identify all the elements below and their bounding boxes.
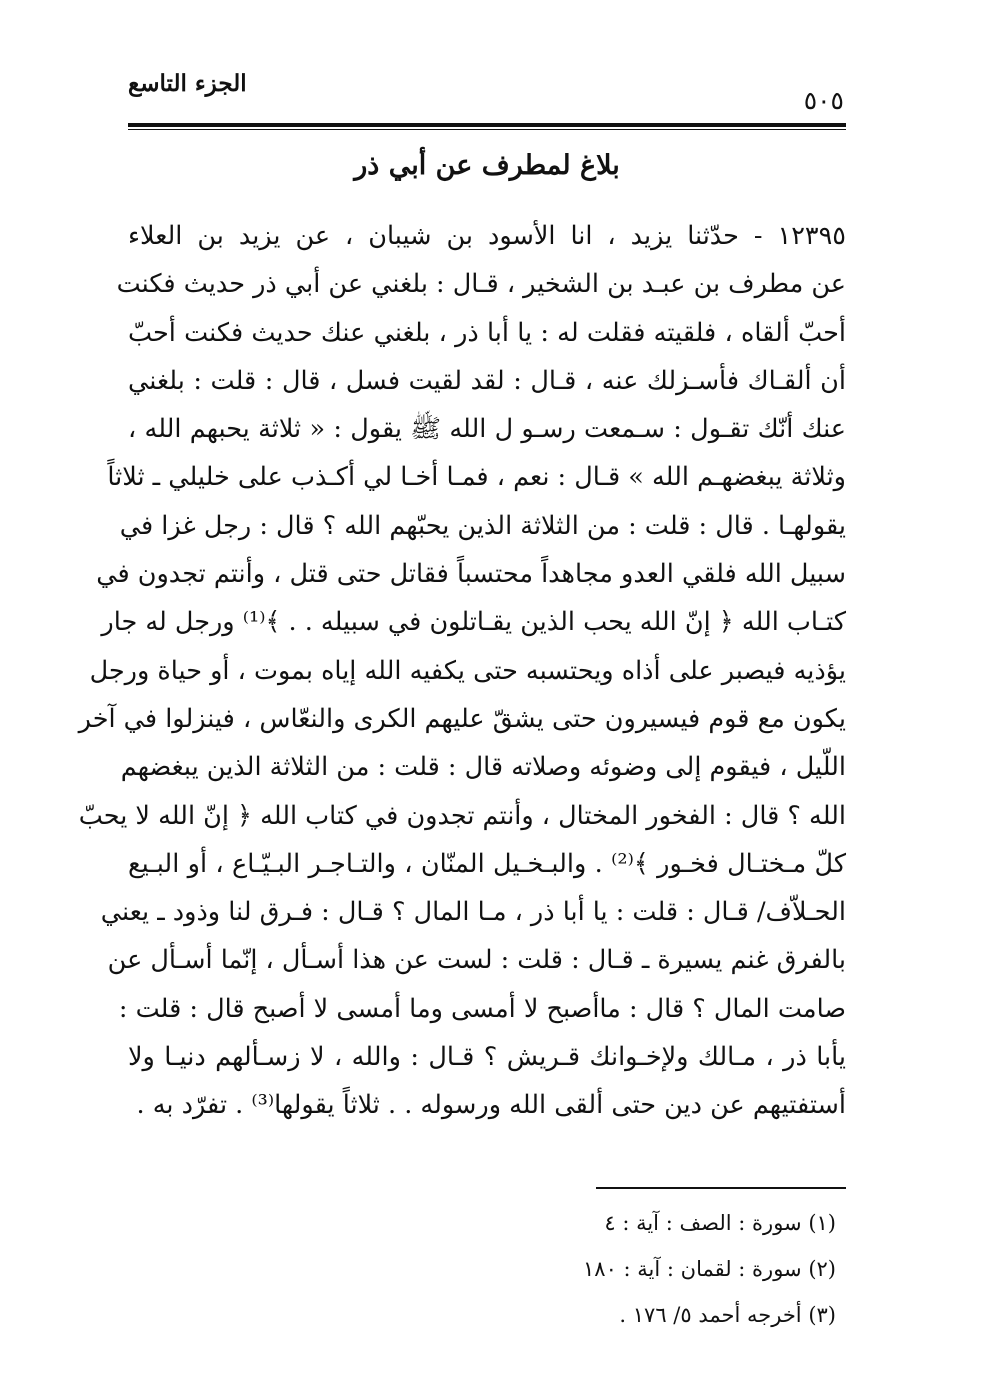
footnotes: [128, 1200, 846, 1338]
body-line: صامت المال ؟ قال : ماأصبح لا أمسى وما أمسى لا أصبح قال : قلت :: [118, 993, 846, 1024]
body-line: يكون مع قوم فيسيرون حتى يشقّ عليهم الكرى والنعّاس ، فينزلوا في آخر: [78, 703, 846, 734]
body-line: وثلاثة يبغضهـم الله » قـال : نعم ، فمـا أخـا لي أكـذب على خليلي ـ ثلاثاً: [107, 462, 846, 493]
body-line: يقولهـا . قال : قلت : من الثلاثة الذين يحبّهم الله ؟ قال : رجل غزا في: [119, 510, 846, 541]
body-text: [78, 212, 846, 1130]
body-line: بالفرق غنم يسيرة ـ قـال : قلت : لست عن هذا أسـأل ، إنّما أسـأل عن: [107, 945, 846, 976]
footnote: (١) سورة : الصف : آية : ٤: [604, 1211, 836, 1235]
footnote: (٣) أخرجه أحمد ٥/ ١٧٦ .: [619, 1303, 836, 1327]
body-line: أستفتيهم عن دين حتى ألقى الله ورسوله . . ثلاثاً يقولها⁽³⁾ . تفرّد به .: [136, 1090, 846, 1121]
body-line: أن ألقـاك فأسـزلك عنه ، قـال : لقد لقيت فسل ، قال : قلت : بلغني: [128, 365, 846, 396]
body-line: عنك أنّك تقـول : سـمعت رسـو ل الله ﷺ يقول : « ثلاثة يحبهم الله ،: [128, 414, 846, 445]
body-line: كتـاب الله ﴿ إنّ الله يحب الذين يقـاتلون في سبيله . . ﴾⁽¹⁾ ورجل له جار: [101, 607, 846, 638]
body-line: عن مطرف بن عبـد بن الشخير ، قـال : بلغني عن أبي ذر حديث فكنت: [116, 269, 846, 300]
page-number: ٥٠٥: [803, 86, 844, 115]
body-line: سبيل الله فلقي العدو مجاهداً محتسباً فقاتل حتى قتل ، وأنتم تجدون في: [96, 559, 846, 590]
running-title: الجزء التاسع: [128, 70, 247, 97]
header-rule-thin: [128, 129, 846, 130]
body-line: اللّيل ، فيقوم إلى وضوئه وصلاته قال : قلت : من الثلاثة الذين يبغضهم: [120, 752, 846, 783]
body-line: الحـلاّف/ قـال : قلت : يا أبا ذر ، مـا المال ؟ قـال : فـرق لنا وذود ـ يعني: [100, 897, 846, 928]
header-rule: [128, 123, 846, 127]
running-header: [128, 66, 846, 122]
body-line: يؤذيه فيصبر على أذاه ويحتسبه حتى يكفيه الله إياه بموت ، أو حياة ورجل: [89, 655, 846, 686]
body-line: ١٢٣٩٥ - حدّثنا يزيد ، انا الأسود بن شيبان ، عن يزيد بن العلاء: [128, 221, 846, 251]
footnote: (٢) سورة : لقمان : آية : ١٨٠: [583, 1257, 836, 1281]
body-line: يأبا ذر ، مـالك ولإخـوانك قـريش ؟ قـال : والله ، لا زسـألهم دنيـا ولا: [128, 1042, 846, 1073]
body-line: الله ؟ قال : الفخور المختال ، وأنتم تجدون في كتاب الله ﴿ إنّ الله لا يحبّ: [78, 800, 846, 831]
body-line: أحبّ ألقاه ، فلقيته فقلت له : يا أبا ذر ، بلغني عنك حديث فكنت أحبّ: [128, 317, 846, 348]
footnote-rule: [596, 1187, 846, 1189]
section-title: بلاغ لمطرف عن أبي ذر: [354, 150, 620, 181]
body-line: كلّ مـختـال فخـور ﴾⁽²⁾ . والبـخـيل المنّان ، والتـاجـر البـيّـاع ، أو البـيع: [128, 848, 846, 879]
